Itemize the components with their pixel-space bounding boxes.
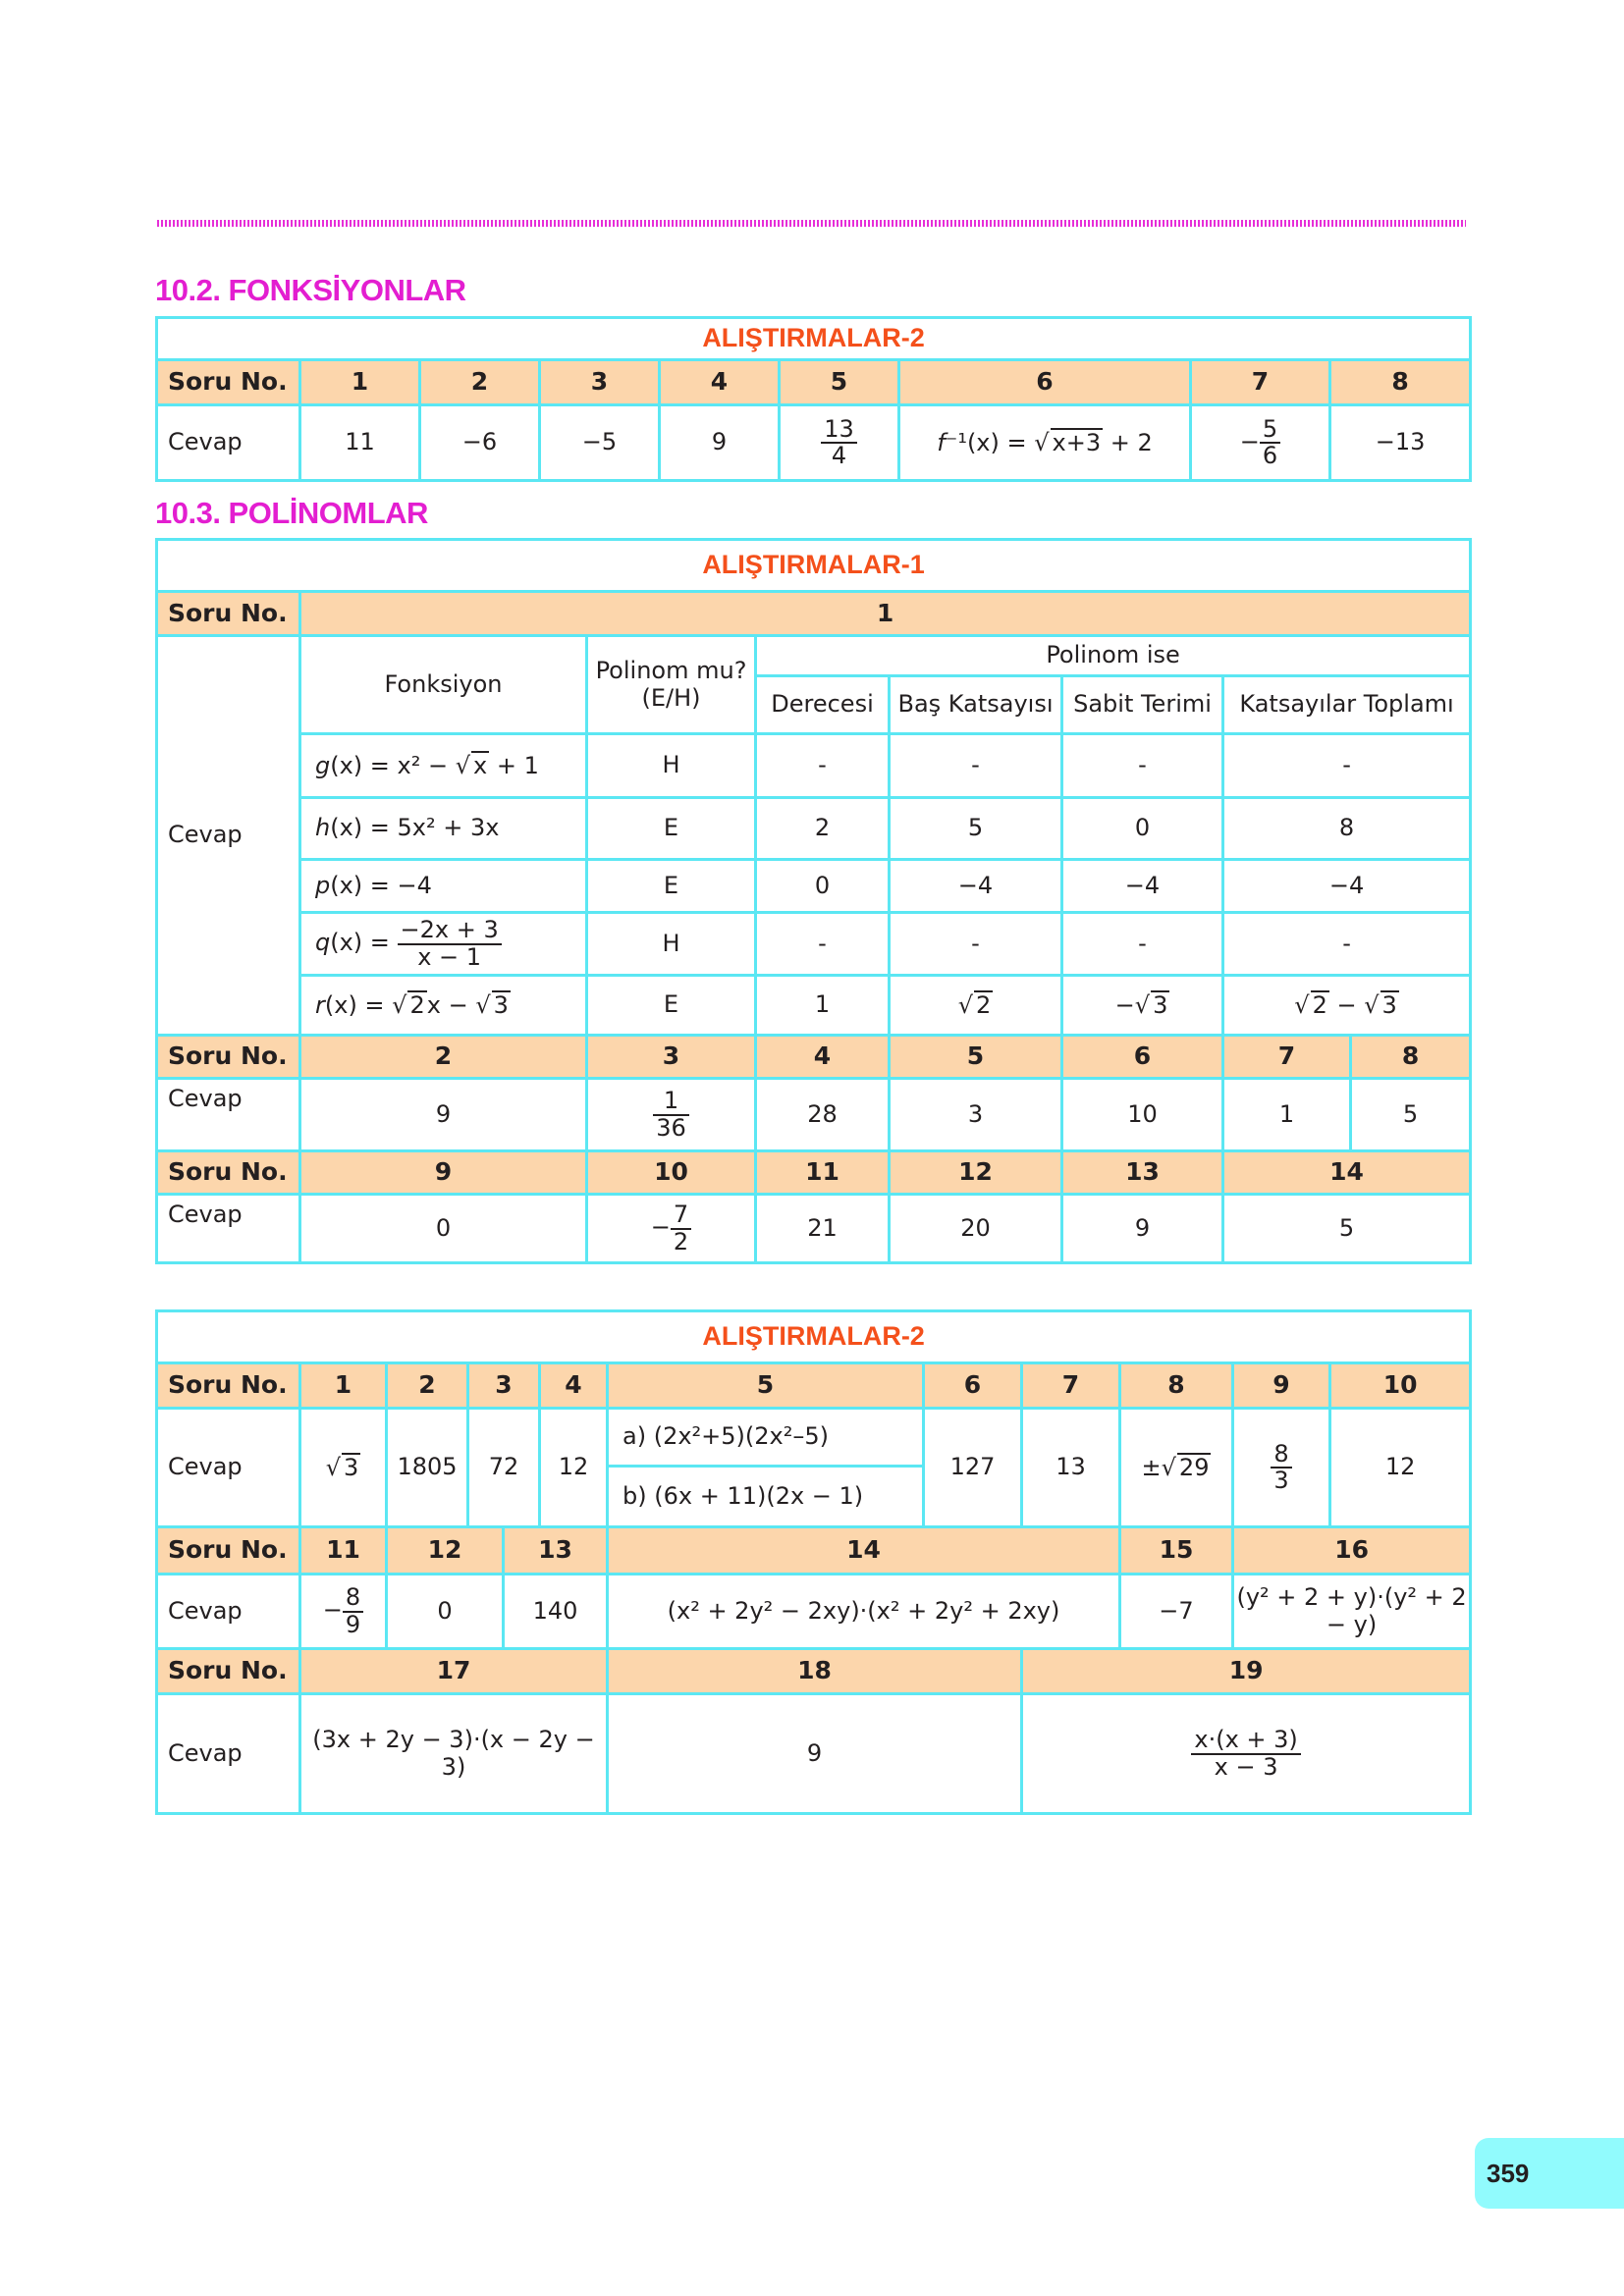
question-number: 10 <box>587 1151 756 1195</box>
question-number: 2 <box>420 360 540 405</box>
constant-term-value: −4 <box>1062 860 1223 913</box>
table-row <box>157 734 1471 798</box>
question-number: 3 <box>468 1363 540 1409</box>
constant-term-value: - <box>1062 734 1223 798</box>
degree-value: 0 <box>756 860 890 913</box>
answer-5b: b) (6x + 11)(2x − 1) <box>608 1467 924 1527</box>
question-number: 16 <box>1233 1527 1471 1575</box>
section-title-polynomials: 10.3. POLİNOMLAR <box>155 496 428 530</box>
question-number: 1 <box>300 1363 387 1409</box>
constant-term-value: 0 <box>1062 798 1223 860</box>
answer-cell: −5 <box>540 405 660 481</box>
question-number: 10 <box>1330 1363 1471 1409</box>
answer-5a: a) (2x²+5)(2x²–5) <box>608 1409 924 1467</box>
column-header-is-polynomial: Polinom mu? (E/H) <box>587 636 756 734</box>
answer-cell: 5 <box>1351 1079 1471 1151</box>
answer-cell: 9 <box>1062 1195 1223 1263</box>
column-header-degree: Derecesi <box>756 676 890 734</box>
coefficient-sum-value: - <box>1223 734 1471 798</box>
row-label: Soru No. <box>157 592 300 636</box>
answer-cell: 1 <box>1223 1079 1351 1151</box>
answer-cell: (y² + 2 + y)·(y² + 2 − y) <box>1233 1575 1471 1649</box>
answer-cell: √ 3 <box>300 1409 387 1527</box>
question-number: 6 <box>924 1363 1022 1409</box>
leading-coefficient-value: √ 2 <box>890 976 1062 1036</box>
answer-cell: f⁻¹(x) = √ x+3 + 2 <box>899 405 1191 481</box>
page-number: 359 <box>1475 2138 1624 2209</box>
answer-cell: 9 <box>608 1694 1022 1814</box>
question-number: 9 <box>1233 1363 1330 1409</box>
question-number: 14 <box>608 1527 1120 1575</box>
answer-cell: 10 <box>1062 1079 1223 1151</box>
question-number: 3 <box>587 1036 756 1079</box>
answer-cell: 11 <box>300 405 420 481</box>
answer-cell: 72 <box>468 1409 540 1527</box>
constant-term-value: - <box>1062 913 1223 976</box>
function-expression: q(x) = $\frac{-2x + 3}{x - 1}$ <box>300 913 587 976</box>
degree-value: - <box>756 913 890 976</box>
row-label: Soru No. <box>157 1036 300 1079</box>
section-title-functions: 10.2. FONKSİYONLAR <box>155 273 466 307</box>
question-number: 12 <box>387 1527 504 1575</box>
row-label: Soru No. <box>157 1527 300 1575</box>
question-number: 4 <box>660 360 780 405</box>
question-number: 13 <box>1062 1151 1223 1195</box>
answer-cell: $\frac{x\cdot(x + 3)}{x - 3}$ <box>1022 1694 1471 1814</box>
row-label: Cevap <box>157 405 300 481</box>
table-row <box>157 976 1471 1036</box>
question-number: 13 <box>504 1527 608 1575</box>
constant-term-value: −√ 3 <box>1062 976 1223 1036</box>
row-label: Cevap <box>157 1694 300 1814</box>
is-polynomial-answer: E <box>587 976 756 1036</box>
question-number: 12 <box>890 1151 1062 1195</box>
is-polynomial-answer: H <box>587 734 756 798</box>
table-caption: ALIŞTIRMALAR-1 <box>157 540 1471 592</box>
column-header-if-polynomial: Polinom ise <box>756 636 1471 676</box>
answer-cell: 3 <box>890 1079 1062 1151</box>
coefficient-sum-value: −4 <box>1223 860 1471 913</box>
table-row <box>157 798 1471 860</box>
answer-cell: 21 <box>756 1195 890 1263</box>
question-number: 14 <box>1223 1151 1471 1195</box>
coefficient-sum-value: √ 2 − √ 3 <box>1223 976 1471 1036</box>
question-number: 6 <box>1062 1036 1223 1079</box>
polynomials-exercises-2-table <box>155 1309 1472 1815</box>
question-number: 5 <box>780 360 899 405</box>
answer-cell: 13 <box>1022 1409 1120 1527</box>
degree-value: 1 <box>756 976 890 1036</box>
answer-cell: 20 <box>890 1195 1062 1263</box>
row-label: Cevap <box>157 1409 300 1527</box>
answer-cell: 5 <box>1223 1195 1471 1263</box>
question-number: 4 <box>540 1363 608 1409</box>
answer-cell: $\frac{13}{4}$ <box>780 405 899 481</box>
functions-exercises-2-table <box>155 316 1472 482</box>
question-number: 17 <box>300 1649 608 1694</box>
answer-cell: $\frac{1}{36}$ <box>587 1079 756 1151</box>
coefficient-sum-value: - <box>1223 913 1471 976</box>
question-number: 7 <box>1022 1363 1120 1409</box>
table-row <box>157 913 1471 976</box>
column-header-coefficient-sum: Katsayılar Toplamı <box>1223 676 1471 734</box>
coefficient-sum-value: 8 <box>1223 798 1471 860</box>
answer-cell: −13 <box>1330 405 1471 481</box>
function-expression: g(x) = x² − √ x + 1 <box>300 734 587 798</box>
answer-cell: (x² + 2y² − 2xy)·(x² + 2y² + 2xy) <box>608 1575 1120 1649</box>
column-header-constant-term: Sabit Terimi <box>1062 676 1223 734</box>
row-label: Soru No. <box>157 1363 300 1409</box>
answer-cell: − $\frac{8}{9}$ <box>300 1575 387 1649</box>
answer-cell: 1805 <box>387 1409 468 1527</box>
is-polynomial-answer: E <box>587 798 756 860</box>
column-header-function: Fonksiyon <box>300 636 587 734</box>
function-expression: p(x) = −4 <box>300 860 587 913</box>
question-number: 8 <box>1330 360 1471 405</box>
answer-cell: −6 <box>420 405 540 481</box>
answer-cell: − $\frac{5}{6}$ <box>1191 405 1330 481</box>
answer-cell: 127 <box>924 1409 1022 1527</box>
answer-cell: 12 <box>540 1409 608 1527</box>
row-label: Soru No. <box>157 360 300 405</box>
leading-coefficient-value: - <box>890 913 1062 976</box>
question-number: 19 <box>1022 1649 1471 1694</box>
answer-cell: (3x + 2y − 3)·(x − 2y − 3) <box>300 1694 608 1814</box>
question-number: 3 <box>540 360 660 405</box>
row-label: Cevap <box>157 1195 300 1263</box>
answer-cell: 28 <box>756 1079 890 1151</box>
question-number: 6 <box>899 360 1191 405</box>
answer-cell: 0 <box>300 1195 587 1263</box>
question-number: 11 <box>300 1527 387 1575</box>
question-number: 11 <box>756 1151 890 1195</box>
answer-cell: − $\frac{7}{2}$ <box>587 1195 756 1263</box>
answer-cell: 0 <box>387 1575 504 1649</box>
table-caption: ALIŞTIRMALAR-2 <box>157 1311 1471 1363</box>
row-label: Cevap <box>157 636 300 1036</box>
question-number: 5 <box>890 1036 1062 1079</box>
question-number: 8 <box>1351 1036 1471 1079</box>
table-row <box>157 860 1471 913</box>
row-label: Soru No. <box>157 1151 300 1195</box>
row-label: Soru No. <box>157 1649 300 1694</box>
function-expression: r(x) = √ 2x − √ 3 <box>300 976 587 1036</box>
question-number: 8 <box>1120 1363 1233 1409</box>
is-polynomial-answer: H <box>587 913 756 976</box>
question-number: 1 <box>300 592 1471 636</box>
answer-cell: ±√ 29 <box>1120 1409 1233 1527</box>
column-header-leading-coefficient: Baş Katsayısı <box>890 676 1062 734</box>
question-number: 2 <box>387 1363 468 1409</box>
answer-cell: 140 <box>504 1575 608 1649</box>
answer-cell: 12 <box>1330 1409 1471 1527</box>
question-number: 2 <box>300 1036 587 1079</box>
decorative-dotted-line <box>157 220 1466 227</box>
question-number: 15 <box>1120 1527 1233 1575</box>
polynomials-exercises-1-table <box>155 538 1472 1264</box>
row-label: Cevap <box>157 1079 300 1151</box>
question-number: 18 <box>608 1649 1022 1694</box>
degree-value: - <box>756 734 890 798</box>
is-polynomial-answer: E <box>587 860 756 913</box>
answer-cell: 9 <box>660 405 780 481</box>
row-label: Cevap <box>157 1575 300 1649</box>
question-number: 7 <box>1223 1036 1351 1079</box>
leading-coefficient-value: −4 <box>890 860 1062 913</box>
degree-value: 2 <box>756 798 890 860</box>
answer-cell: 9 <box>300 1079 587 1151</box>
function-expression: h(x) = 5x² + 3x <box>300 798 587 860</box>
question-number: 5 <box>608 1363 924 1409</box>
table-caption: ALIŞTIRMALAR-2 <box>157 318 1471 360</box>
question-number: 7 <box>1191 360 1330 405</box>
leading-coefficient-value: 5 <box>890 798 1062 860</box>
answer-cell: $\frac{8}{3}$ <box>1233 1409 1330 1527</box>
question-number: 9 <box>300 1151 587 1195</box>
answer-cell: −7 <box>1120 1575 1233 1649</box>
question-number: 1 <box>300 360 420 405</box>
leading-coefficient-value: - <box>890 734 1062 798</box>
question-number: 4 <box>756 1036 890 1079</box>
